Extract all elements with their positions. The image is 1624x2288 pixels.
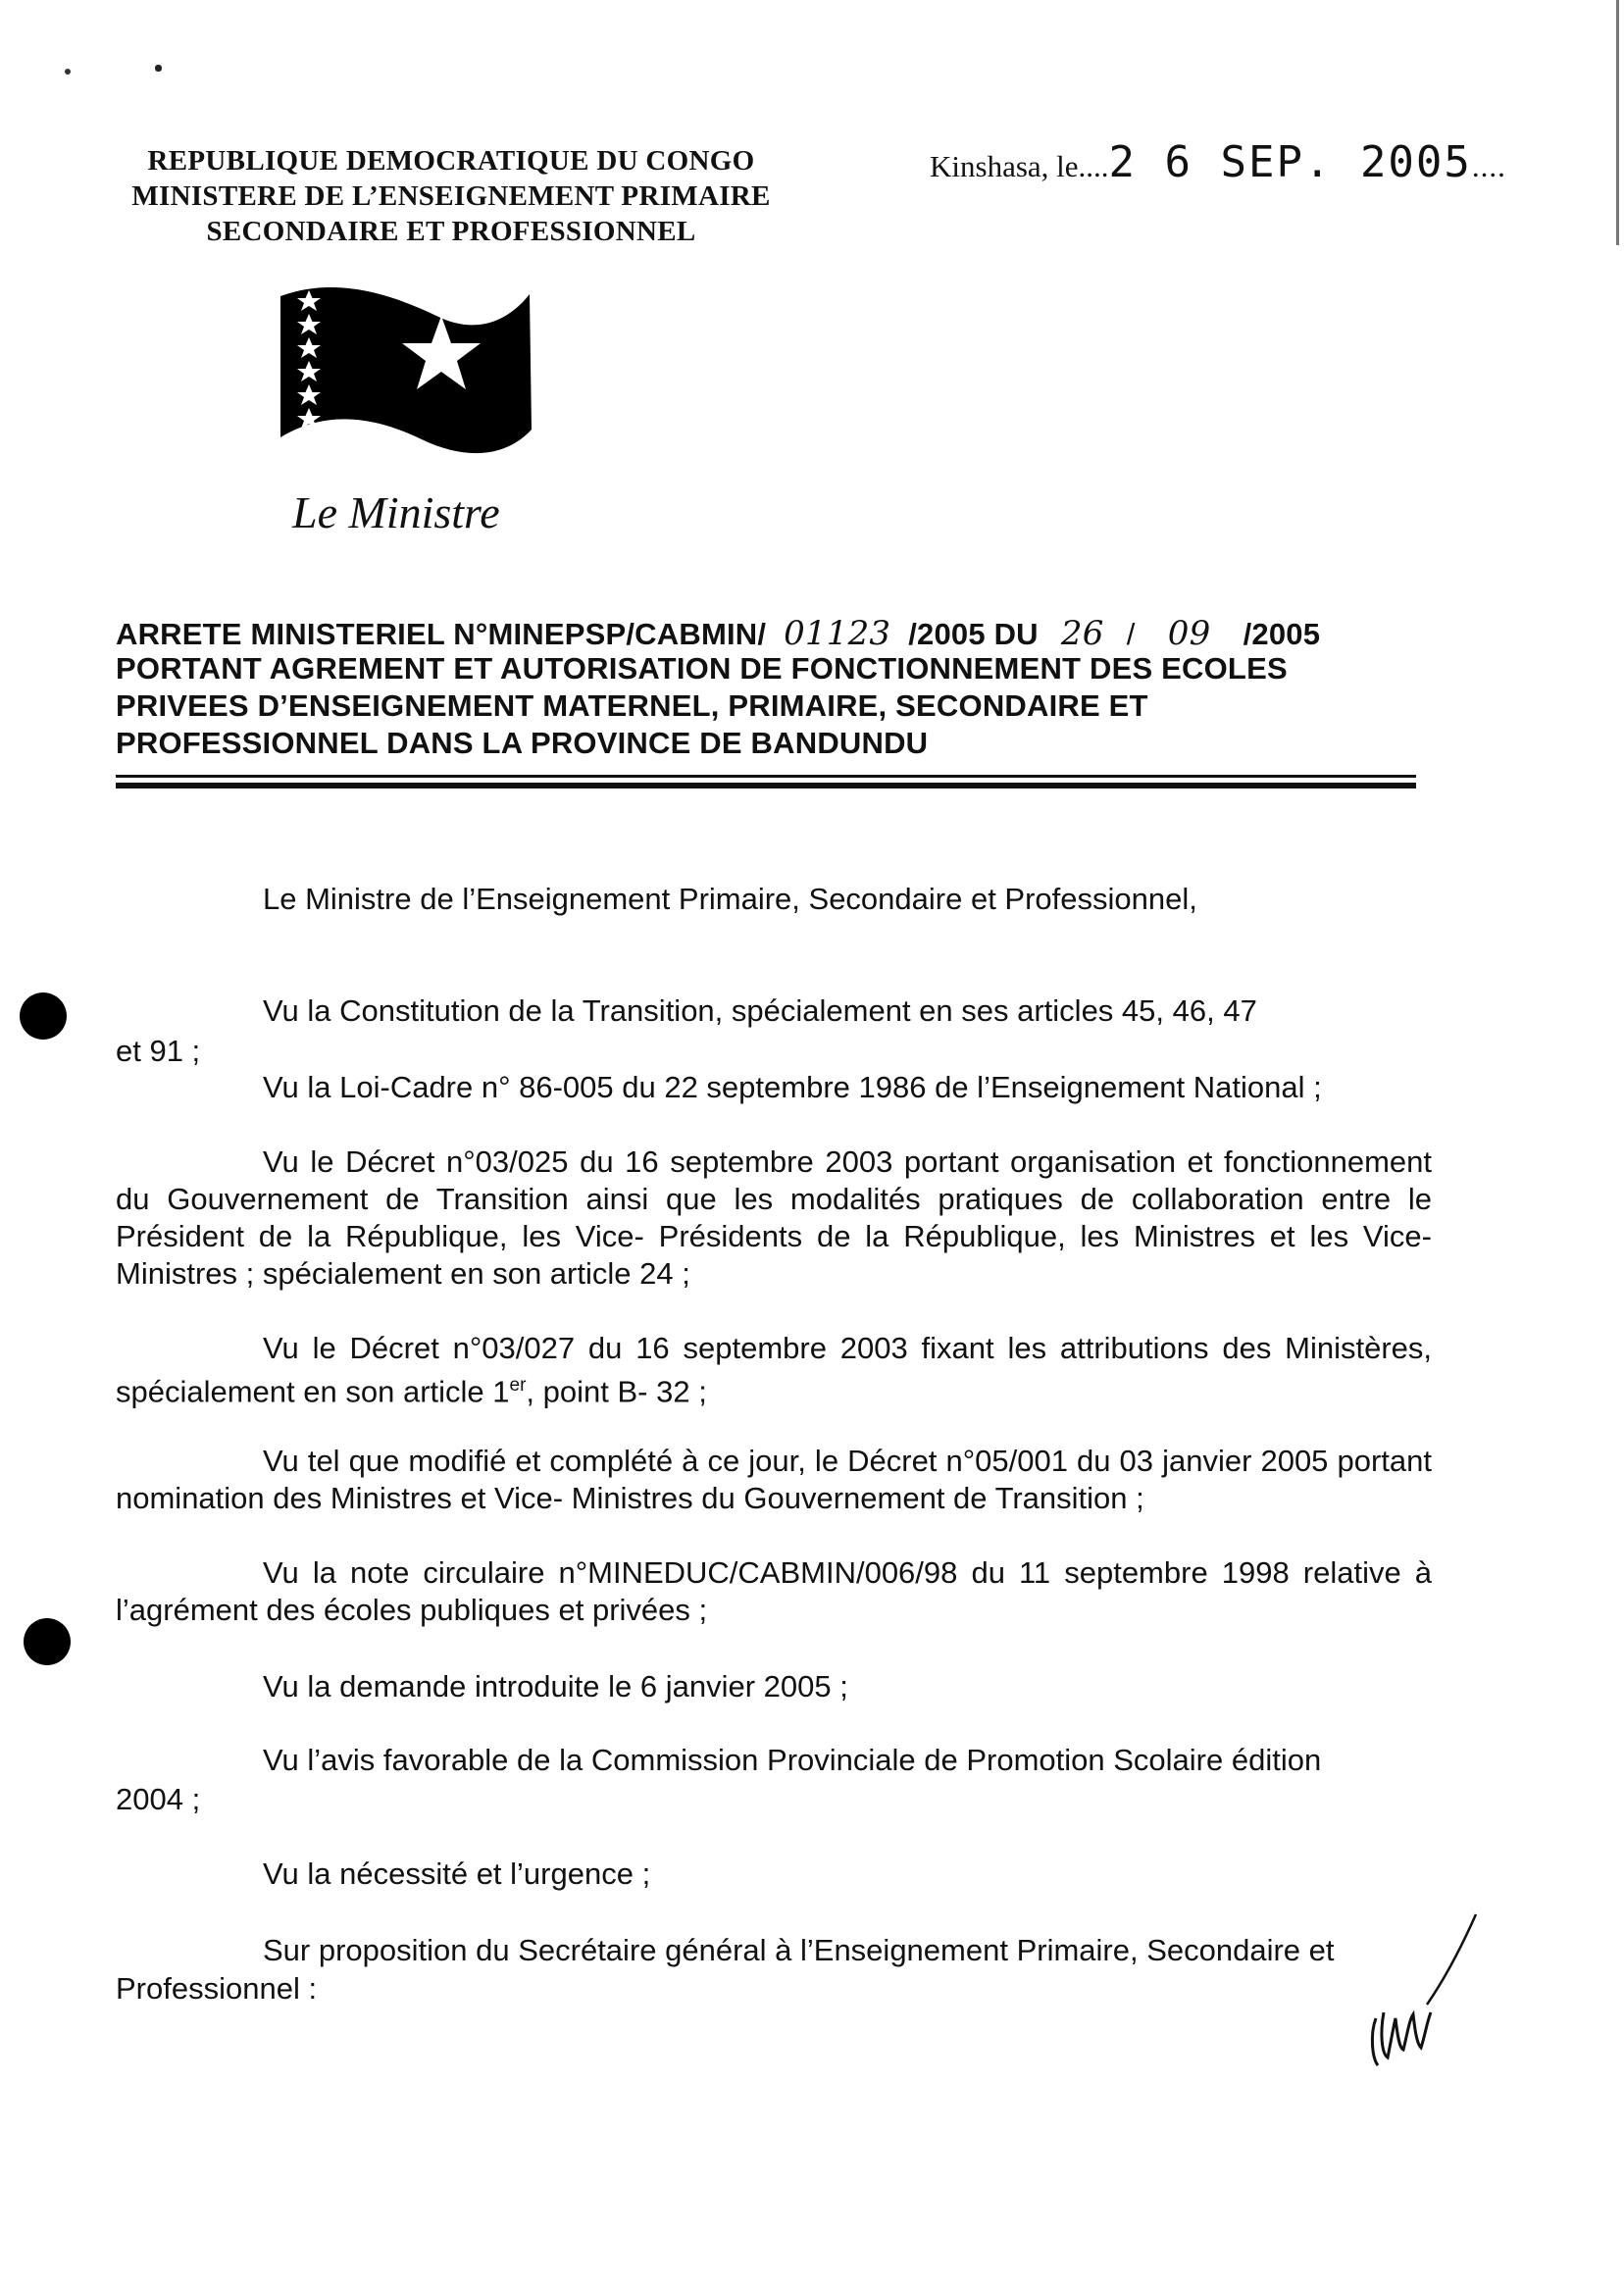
hole-punch-mark: [24, 1618, 71, 1665]
considerant-decret-03-025: Vu le Décret n°03/025 du 16 septembre 2003 portant organisation et fonctionnement du Gouvernement de Transition ainsi que les modalités pratiques de collaboration entre le Président de la République, les Vice- Présidents de la République, les Ministres et les Vice- Ministres ; spécialement en son article 24 ;: [116, 1144, 1432, 1291]
superscript-er: er: [509, 1375, 527, 1396]
intro-line: Le Ministre de l’Enseignement Primaire, Secondaire et Professionnel,: [263, 882, 1197, 916]
decree-title-line2: PORTANT AGREMENT ET AUTORISATION DE FONCTIONNEMENT DES ECOLES: [116, 651, 1288, 686]
place-date: [930, 137, 1506, 187]
considerant-avis-line2: 2004 ;: [116, 1782, 201, 1816]
proposition-line2: Professionnel :: [116, 1971, 318, 2006]
considerant-demande: Vu la demande introduite le 6 janvier 2005 ;: [263, 1669, 848, 1703]
considerant-note-circulaire: Vu la note circulaire n°MINEDUC/CABMIN/006/98 du 11 septembre 1998 relative à l’agrément des écoles publiques et privées ;: [116, 1555, 1432, 1627]
hole-punch-mark: [20, 992, 67, 1040]
considerant-decret-03-027: [116, 1330, 1432, 1410]
decree-reference: [116, 614, 1320, 653]
considerant-loi-cadre: Vu la Loi-Cadre n° 86-005 du 22 septembre 1986 de l’Enseignement National ;: [263, 1070, 1322, 1104]
scan-speck: [65, 69, 71, 75]
decree-title-line4: PROFESSIONNEL DANS LA PROVINCE DE BANDUNDU: [116, 726, 929, 760]
decree-ref-prefix: ARRETE MINISTERIEL N°MINEPSP/CABMIN/: [116, 617, 767, 651]
initials-signature: [1358, 1910, 1486, 2077]
place-label: Kinshasa, le....: [930, 149, 1109, 183]
scan-edge-mark: [1616, 0, 1619, 245]
ministry-name-line2: SECONDAIRE ET PROFESSIONNEL: [206, 216, 696, 247]
considerant-constitution-line1: Vu la Constitution de la Transition, spécialement en ses articles 45, 46, 47: [263, 993, 1257, 1028]
title-rule-bottom: [116, 783, 1416, 788]
decree-date-separator: /: [1126, 617, 1136, 651]
country-name: REPUBLIQUE DEMOCRATIQUE DU CONGO: [147, 145, 755, 177]
date-stamp: 2 6 SEP. 2005: [1108, 137, 1472, 187]
flag-emblem: [275, 282, 534, 454]
considerant-decret-05-001: Vu tel que modifié et complété à ce jour, le Décret n°05/001 du 03 janvier 2005 portant nomination des Ministres et Vice- Ministres du Gouvernement de Transition ;: [116, 1444, 1432, 1515]
considerant-avis-line1: Vu l’avis favorable de la Commission Provinciale de Promotion Scolaire édition: [263, 1743, 1322, 1777]
title-rule-top: [116, 775, 1416, 778]
scan-speck: [155, 65, 162, 72]
considerant-decret-03-027-text: Vu le Décret n°03/027 du 16 septembre 2003 fixant les attributions des Ministères, spécialement en son article 1: [116, 1331, 1432, 1409]
minister-title: Le Ministre: [292, 487, 500, 537]
date-trail: ....: [1471, 149, 1506, 183]
considerant-constitution-line2: et 91 ;: [116, 1034, 201, 1068]
decree-year: /2005: [1243, 617, 1321, 651]
proposition-line1: Sur proposition du Secrétaire général à l’Enseignement Primaire, Secondaire et: [263, 1933, 1335, 1967]
ministry-name-line1: MINISTERE DE L’ENSEIGNEMENT PRIMAIRE: [131, 180, 771, 212]
considerant-urgence: Vu la nécessité et l’urgence ;: [263, 1856, 651, 1891]
decree-year-du: /2005 DU: [908, 617, 1039, 651]
letterhead: [108, 145, 794, 248]
decree-day-handwritten: 26: [1060, 614, 1104, 653]
decree-title-line3: PRIVEES D’ENSEIGNEMENT MATERNEL, PRIMAIRE, SECONDAIRE ET: [116, 688, 1148, 723]
considerant-decret-03-027-tail: , point B- 32 ;: [526, 1374, 707, 1409]
decree-month-handwritten: 09: [1167, 614, 1211, 653]
decree-number-handwritten: 01123: [784, 614, 891, 653]
